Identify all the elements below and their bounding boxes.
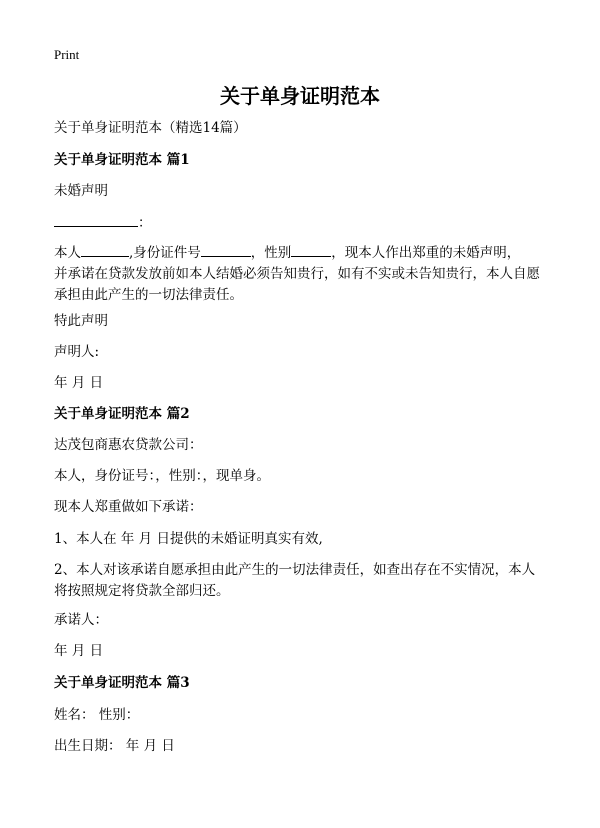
addressee-line bbox=[54, 212, 554, 234]
name-gender-line: 姓名： 性别： bbox=[54, 707, 140, 723]
statement-part-3: ，性别 bbox=[250, 245, 292, 261]
name-blank bbox=[81, 242, 129, 257]
statement-part-4: ，现本人作出郑重的未婚声明， bbox=[331, 245, 521, 261]
section-3-heading: 关于单身证明范本 篇3 bbox=[54, 675, 190, 691]
promise-item-2-line-1: 2、本人对该承诺自愿承担由此产生的一切法律责任，如查出存在不实情况，本人 bbox=[54, 562, 536, 578]
gender-blank bbox=[291, 242, 331, 257]
closing-text: 特此声明 bbox=[54, 313, 108, 329]
addressee-blank bbox=[54, 212, 138, 227]
id-blank bbox=[201, 242, 251, 257]
promisor-label: 承诺人： bbox=[54, 612, 108, 628]
document-subtitle: 关于单身证明范本（精选14篇） bbox=[54, 120, 247, 136]
statement-paragraph bbox=[54, 242, 554, 306]
declarant-label: 声明人: bbox=[54, 344, 100, 360]
section-2-intro: 现本人郑重做如下承诺： bbox=[54, 499, 203, 515]
promise-item-2-line-2: 将按照规定将贷款全部归还。 bbox=[54, 583, 230, 599]
section-2-info: 本人，身份证号：，性别：，现单身。 bbox=[54, 468, 270, 484]
section-1-title: 未婚声明 bbox=[54, 183, 108, 199]
section-1-heading: 关于单身证明范本 篇1 bbox=[54, 152, 190, 168]
statement-part-2: ,身份证件号 bbox=[129, 245, 201, 261]
promise-item-2 bbox=[54, 560, 554, 602]
print-label: Print bbox=[54, 47, 80, 62]
document-title: 关于单身证明范本 bbox=[220, 84, 380, 108]
statement-line-3: 承担由此产生的一切法律责任。 bbox=[54, 287, 243, 303]
promise-date: 年 月 日 bbox=[54, 643, 104, 659]
addressee-colon: ： bbox=[138, 215, 152, 231]
section-2-addressee: 达茂包商惠农贷款公司： bbox=[54, 437, 203, 453]
declaration-date: 年 月 日 bbox=[54, 375, 104, 391]
section-2-heading: 关于单身证明范本 篇2 bbox=[54, 406, 190, 422]
birth-date-line: 出生日期： 年 月 日 bbox=[54, 738, 175, 754]
statement-line-2: 并承诺在贷款发放前如本人结婚必须告知贵行，如有不实或未告知贵行，本人自愿 bbox=[54, 266, 540, 282]
statement-part-1: 本人 bbox=[54, 245, 81, 261]
promise-item-1: 1、本人在 年 月 日提供的未婚证明真实有效, bbox=[54, 531, 323, 547]
